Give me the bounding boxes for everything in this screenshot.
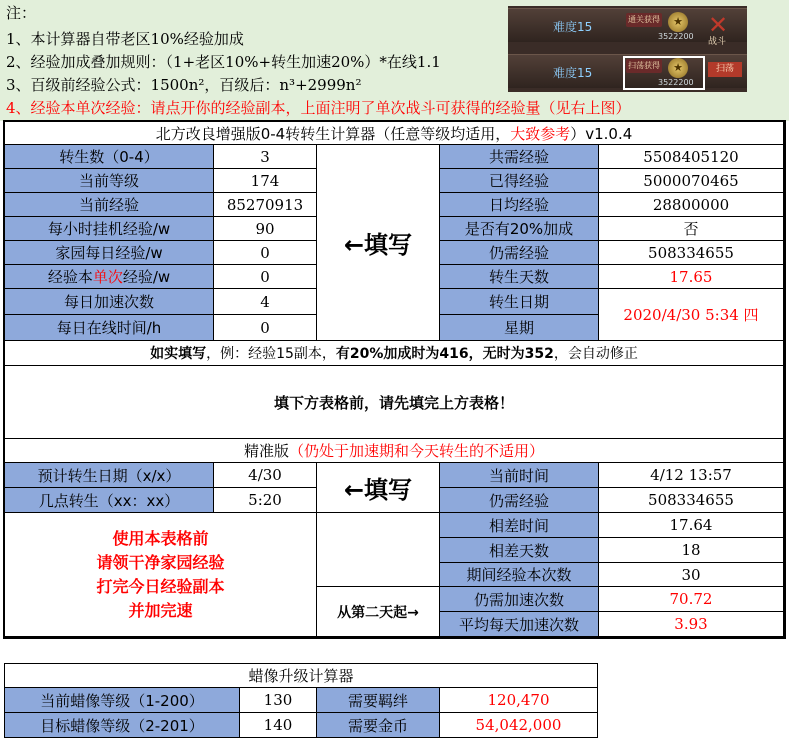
notes-heading: 注： — [6, 4, 37, 22]
value-gained-exp: 5000070465 — [599, 169, 784, 193]
star-coin-icon: ★ — [668, 12, 688, 32]
value-day-diff: 18 — [599, 538, 784, 563]
label-needed-gold: 需要金币 — [317, 713, 440, 738]
sweep-reward-badge: 扫荡获得 — [626, 59, 662, 73]
label-precise-remaining-exp: 仍需经验 — [440, 488, 599, 513]
input-home-daily-exp[interactable]: 0 — [214, 241, 317, 265]
label-target-wax-level: 目标蜡像等级（2-201） — [4, 713, 240, 738]
difficulty-label: 难度15 — [553, 66, 593, 80]
difficulty-label: 难度15 — [553, 20, 593, 34]
value-remaining-exp: 508334655 — [599, 241, 784, 265]
label-time-diff: 相差时间 — [440, 513, 599, 538]
label-current-time: 当前时间 — [440, 463, 599, 488]
reward-number: 3522200 — [658, 32, 694, 41]
sweep-button: 扫荡 — [708, 62, 742, 77]
blank-cell — [317, 513, 440, 587]
value-avg-daily-boosts: 3.93 — [599, 612, 784, 637]
precise-instructions: 使用本表格前 请领干净家园经验 打完今日经验副本 并加完速 — [4, 513, 317, 637]
note-line-3: 3、百级前经验公式：1500n²，百级后：n³+2999n² — [6, 76, 362, 94]
label-gained-exp: 已得经验 — [440, 169, 599, 193]
label-home-daily-exp: 家园每日经验/w — [4, 241, 214, 265]
fill-hint: ←填写 — [317, 145, 440, 341]
label-total-exp: 共需经验 — [440, 145, 599, 169]
input-current-exp[interactable]: 85270913 — [214, 193, 317, 217]
label-day-diff: 相差天数 — [440, 538, 599, 563]
input-rebirth-count[interactable]: 3 — [214, 145, 317, 169]
screenshot-row-1 — [508, 8, 747, 47]
input-current-level[interactable]: 174 — [214, 169, 317, 193]
value-total-exp: 5508405120 — [599, 145, 784, 169]
wax-title: 蜡像升级计算器 — [4, 663, 598, 688]
label-needed-bond: 需要羁绊 — [317, 688, 440, 713]
value-has-bonus[interactable]: 否 — [599, 217, 784, 241]
star-coin-icon: ★ — [668, 58, 688, 78]
label-hourly-idle-exp: 每小时挂机经验/w — [4, 217, 214, 241]
input-dungeon-single-exp[interactable]: 0 — [214, 265, 317, 289]
value-precise-remaining-exp: 508334655 — [599, 488, 784, 513]
label-expected-date: 预计转生日期（x/x） — [4, 463, 214, 488]
input-daily-online-hours[interactable]: 0 — [214, 315, 317, 341]
input-daily-boost-count[interactable]: 4 — [214, 289, 317, 315]
crossed-swords-icon: ✕ — [707, 11, 729, 39]
label-avg-daily-boosts: 平均每天加速次数 — [440, 612, 599, 637]
value-boosts-needed: 70.72 — [599, 587, 784, 612]
label-rebirth-time: 几点转生（xx：xx） — [4, 488, 214, 513]
note-line-2: 2、经验加成叠加规则：（1+老区10%+转生加速20%）*在线1.1 — [6, 53, 441, 71]
value-dungeon-runs: 30 — [599, 563, 784, 587]
value-needed-gold: 54,042,000 — [440, 713, 598, 738]
label-weekday: 星期 — [440, 315, 599, 341]
precise-title: 精准版 （仍处于加速期和今天转生的不适用） — [4, 439, 784, 463]
value-rebirth-date: 2020/4/30 5:34 四 — [599, 289, 784, 341]
label-has-bonus: 是否有20%加成 — [440, 217, 599, 241]
example-note: 如实填写 ，例：经验15副本， 有20%加成时为416，无时为352 ，会自动修正 — [4, 341, 784, 366]
label-dungeon-runs: 期间经验本次数 — [440, 563, 599, 587]
label-current-exp: 当前经验 — [4, 193, 214, 217]
label-daily-avg-exp: 日均经验 — [440, 193, 599, 217]
value-needed-bond: 120,470 — [440, 688, 598, 713]
label-boosts-needed: 仍需加速次数 — [440, 587, 599, 612]
input-target-wax-level[interactable]: 140 — [240, 713, 317, 738]
value-current-time: 4/12 13:57 — [599, 463, 784, 488]
label-dungeon-single-exp: 经验本 单次 经验/w — [4, 265, 214, 289]
input-expected-date[interactable]: 4/30 — [214, 463, 317, 488]
note-line-1: 1、本计算器自带老区10%经验加成 — [6, 30, 244, 48]
label-current-level: 当前等级 — [4, 169, 214, 193]
label-rebirth-days: 转生天数 — [440, 265, 599, 289]
precise-fill-hint: ←填写 — [317, 463, 440, 513]
note-line-4: 4、经验本单次经验：请点开你的经验副本，上面注明了单次战斗可获得的经验量（见右上图） — [6, 99, 631, 117]
label-daily-online-hours: 每日在线时间/h — [4, 315, 214, 341]
warning-message: 填下方表格前，请先填完上方表格！ — [4, 366, 784, 439]
calc-title: 北方改良增强版0-4转转生计算器（任意等级均适用， 大致参考 ）v1.0.4 — [4, 121, 784, 145]
input-hourly-idle-exp[interactable]: 90 — [214, 217, 317, 241]
input-current-wax-level[interactable]: 130 — [240, 688, 317, 713]
label-current-wax-level: 当前蜡像等级（1-200） — [4, 688, 240, 713]
label-rebirth-date: 转生日期 — [440, 289, 599, 315]
game-screenshot — [508, 6, 747, 92]
label-rebirth-count: 转生数（0-4） — [4, 145, 214, 169]
input-rebirth-time[interactable]: 5:20 — [214, 488, 317, 513]
reward-badge: 通关获得 — [626, 13, 662, 27]
label-daily-boost-count: 每日加速次数 — [4, 289, 214, 315]
value-rebirth-days: 17.65 — [599, 265, 784, 289]
value-time-diff: 17.64 — [599, 513, 784, 538]
value-daily-avg-exp: 28800000 — [599, 193, 784, 217]
highlight-box — [623, 56, 705, 90]
fight-label: 战斗 — [708, 37, 727, 47]
label-remaining-exp: 仍需经验 — [440, 241, 599, 265]
from-next-day-note: 从第二天起→ — [317, 587, 440, 637]
reward-number: 3522200 — [658, 78, 694, 87]
